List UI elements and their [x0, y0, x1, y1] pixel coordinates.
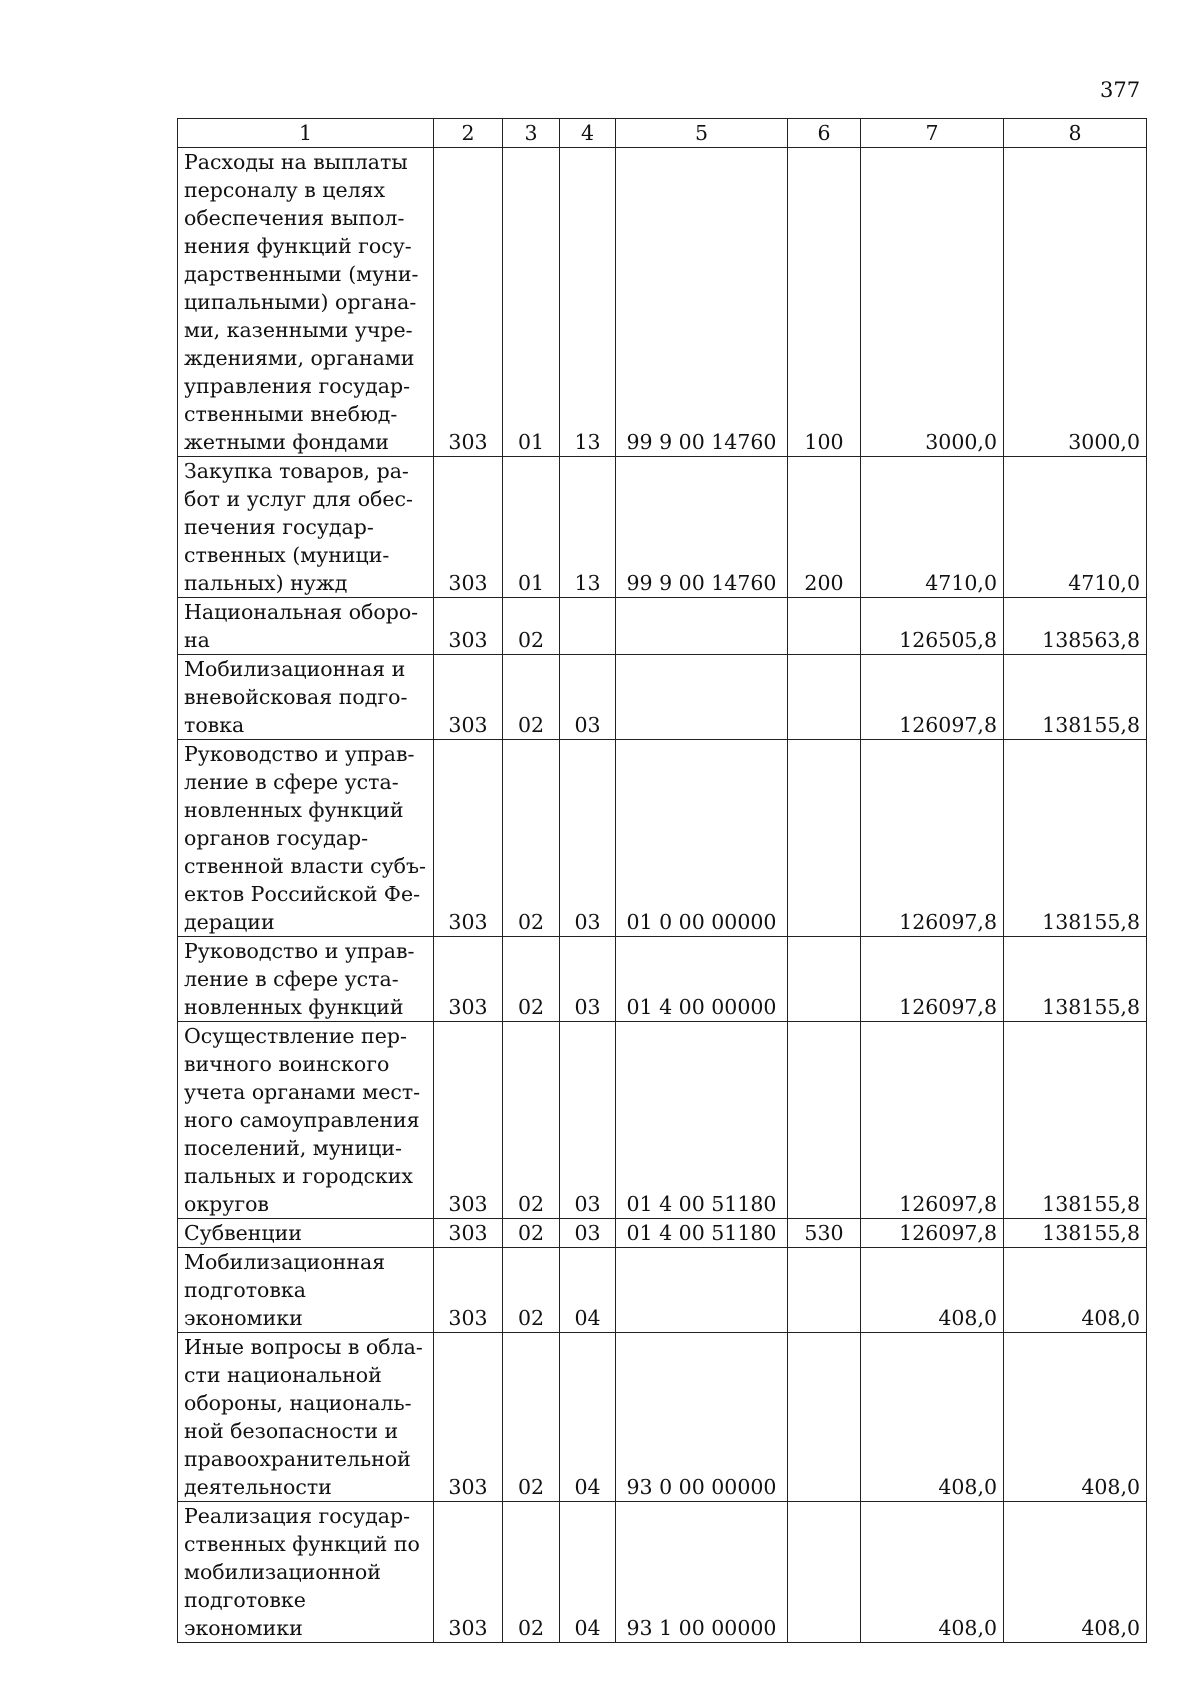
cell-expense-type: 200: [788, 457, 861, 598]
cell-target-article: [616, 655, 788, 740]
cell-target-article: [616, 1248, 788, 1333]
cell-expense-type: [788, 1333, 861, 1502]
row-name: Руководство и управ- ление в сфере уста- новленных функций: [178, 937, 434, 1022]
cell-target-article: 93 0 00 00000: [616, 1333, 788, 1502]
cell-section: 02: [503, 740, 560, 937]
cell-amount-year-1: 126097,8: [861, 1219, 1004, 1248]
cell-amount-year-1: 126097,8: [861, 1022, 1004, 1219]
cell-subsection: 04: [560, 1502, 616, 1643]
cell-amount-year-1: 126097,8: [861, 740, 1004, 937]
column-header: 2: [434, 119, 503, 148]
column-header: 1: [178, 119, 434, 148]
cell-expense-type: [788, 598, 861, 655]
row-name: Закупка товаров, ра- бот и услуг для обес- печения государ- ственных (муници- пальных) нужд: [178, 457, 434, 598]
cell-section: 02: [503, 1333, 560, 1502]
table-row: [178, 1333, 1147, 1502]
cell-section: 02: [503, 1502, 560, 1643]
row-name: Осуществление пер- вичного воинского учета органами мест- ного самоуправления поселений, муници- пальных и городских округов: [178, 1022, 434, 1219]
row-name: Реализация государ- ственных функций по мобилизационной подготовке экономики: [178, 1502, 434, 1643]
cell-section: 01: [503, 148, 560, 457]
cell-expense-type: [788, 1022, 861, 1219]
column-header: 7: [861, 119, 1004, 148]
table-row: [178, 1502, 1147, 1643]
header-row: [178, 119, 1147, 148]
column-header: 8: [1004, 119, 1147, 148]
cell-admin-code: 303: [434, 457, 503, 598]
column-header: 3: [503, 119, 560, 148]
table-row: [178, 1219, 1147, 1248]
cell-subsection: 03: [560, 1022, 616, 1219]
cell-subsection: 03: [560, 740, 616, 937]
row-name: Руководство и управ- ление в сфере уста- новленных функций органов государ- ственной власти субъ- ектов Российской Фе- дерации: [178, 740, 434, 937]
cell-target-article: 93 1 00 00000: [616, 1502, 788, 1643]
cell-subsection: 13: [560, 148, 616, 457]
cell-amount-year-2: 408,0: [1004, 1502, 1147, 1643]
cell-subsection: 13: [560, 457, 616, 598]
cell-amount-year-2: 138155,8: [1004, 1022, 1147, 1219]
column-header: 4: [560, 119, 616, 148]
cell-section: 02: [503, 1219, 560, 1248]
cell-amount-year-2: 408,0: [1004, 1333, 1147, 1502]
cell-expense-type: 530: [788, 1219, 861, 1248]
table-row: [178, 655, 1147, 740]
cell-admin-code: 303: [434, 655, 503, 740]
column-header: 6: [788, 119, 861, 148]
table-row: [178, 457, 1147, 598]
cell-amount-year-2: 3000,0: [1004, 148, 1147, 457]
cell-target-article: 99 9 00 14760: [616, 457, 788, 598]
cell-admin-code: 303: [434, 1219, 503, 1248]
column-header: 5: [616, 119, 788, 148]
cell-amount-year-1: 126097,8: [861, 937, 1004, 1022]
cell-section: 02: [503, 598, 560, 655]
cell-amount-year-2: 138155,8: [1004, 1219, 1147, 1248]
cell-admin-code: 303: [434, 1248, 503, 1333]
cell-subsection: 04: [560, 1248, 616, 1333]
row-name: Мобилизационная и вневойсковая подго- товка: [178, 655, 434, 740]
cell-amount-year-1: 126097,8: [861, 655, 1004, 740]
cell-target-article: 99 9 00 14760: [616, 148, 788, 457]
table-row: [178, 937, 1147, 1022]
cell-amount-year-2: 138155,8: [1004, 937, 1147, 1022]
page-number: 377: [1100, 78, 1141, 102]
cell-expense-type: [788, 937, 861, 1022]
row-name: Иные вопросы в обла- сти национальной обороны, националь- ной безопасности и правоохранительной деятельности: [178, 1333, 434, 1502]
cell-amount-year-1: 3000,0: [861, 148, 1004, 457]
cell-target-article: 01 4 00 51180: [616, 1022, 788, 1219]
cell-admin-code: 303: [434, 148, 503, 457]
cell-admin-code: 303: [434, 598, 503, 655]
cell-amount-year-1: 408,0: [861, 1248, 1004, 1333]
cell-section: 02: [503, 937, 560, 1022]
cell-amount-year-1: 408,0: [861, 1333, 1004, 1502]
table-row: [178, 740, 1147, 937]
cell-subsection: 03: [560, 1219, 616, 1248]
cell-section: 01: [503, 457, 560, 598]
cell-admin-code: 303: [434, 937, 503, 1022]
cell-amount-year-1: 4710,0: [861, 457, 1004, 598]
cell-admin-code: 303: [434, 1022, 503, 1219]
table-row: [178, 598, 1147, 655]
cell-amount-year-1: 408,0: [861, 1502, 1004, 1643]
cell-admin-code: 303: [434, 1333, 503, 1502]
cell-target-article: 01 4 00 00000: [616, 937, 788, 1022]
cell-target-article: 01 4 00 51180: [616, 1219, 788, 1248]
cell-subsection: 04: [560, 1333, 616, 1502]
cell-amount-year-2: 4710,0: [1004, 457, 1147, 598]
cell-subsection: [560, 598, 616, 655]
cell-expense-type: [788, 740, 861, 937]
cell-amount-year-2: 408,0: [1004, 1248, 1147, 1333]
cell-amount-year-2: 138563,8: [1004, 598, 1147, 655]
cell-expense-type: [788, 655, 861, 740]
cell-expense-type: [788, 1248, 861, 1333]
cell-target-article: 01 0 00 00000: [616, 740, 788, 937]
budget-table: [177, 118, 1147, 1643]
cell-section: 02: [503, 1248, 560, 1333]
cell-amount-year-2: 138155,8: [1004, 740, 1147, 937]
row-name: Мобилизационная подготовка экономики: [178, 1248, 434, 1333]
cell-amount-year-1: 126505,8: [861, 598, 1004, 655]
cell-expense-type: 100: [788, 148, 861, 457]
cell-target-article: [616, 598, 788, 655]
cell-admin-code: 303: [434, 740, 503, 937]
cell-subsection: 03: [560, 937, 616, 1022]
cell-admin-code: 303: [434, 1502, 503, 1643]
cell-expense-type: [788, 1502, 861, 1643]
row-name: Субвенции: [178, 1219, 434, 1248]
cell-section: 02: [503, 1022, 560, 1219]
row-name: Национальная оборо- на: [178, 598, 434, 655]
cell-section: 02: [503, 655, 560, 740]
table-row: [178, 1248, 1147, 1333]
row-name: Расходы на выплаты персоналу в целях обеспечения выпол- нения функций госу- дарственными (муни- ципальными) органа- ми, казенными учре- ждениями, органами управления государ- ственными внебюд- жетными фондами: [178, 148, 434, 457]
cell-subsection: 03: [560, 655, 616, 740]
table-row: [178, 1022, 1147, 1219]
cell-amount-year-2: 138155,8: [1004, 655, 1147, 740]
table-row: [178, 148, 1147, 457]
